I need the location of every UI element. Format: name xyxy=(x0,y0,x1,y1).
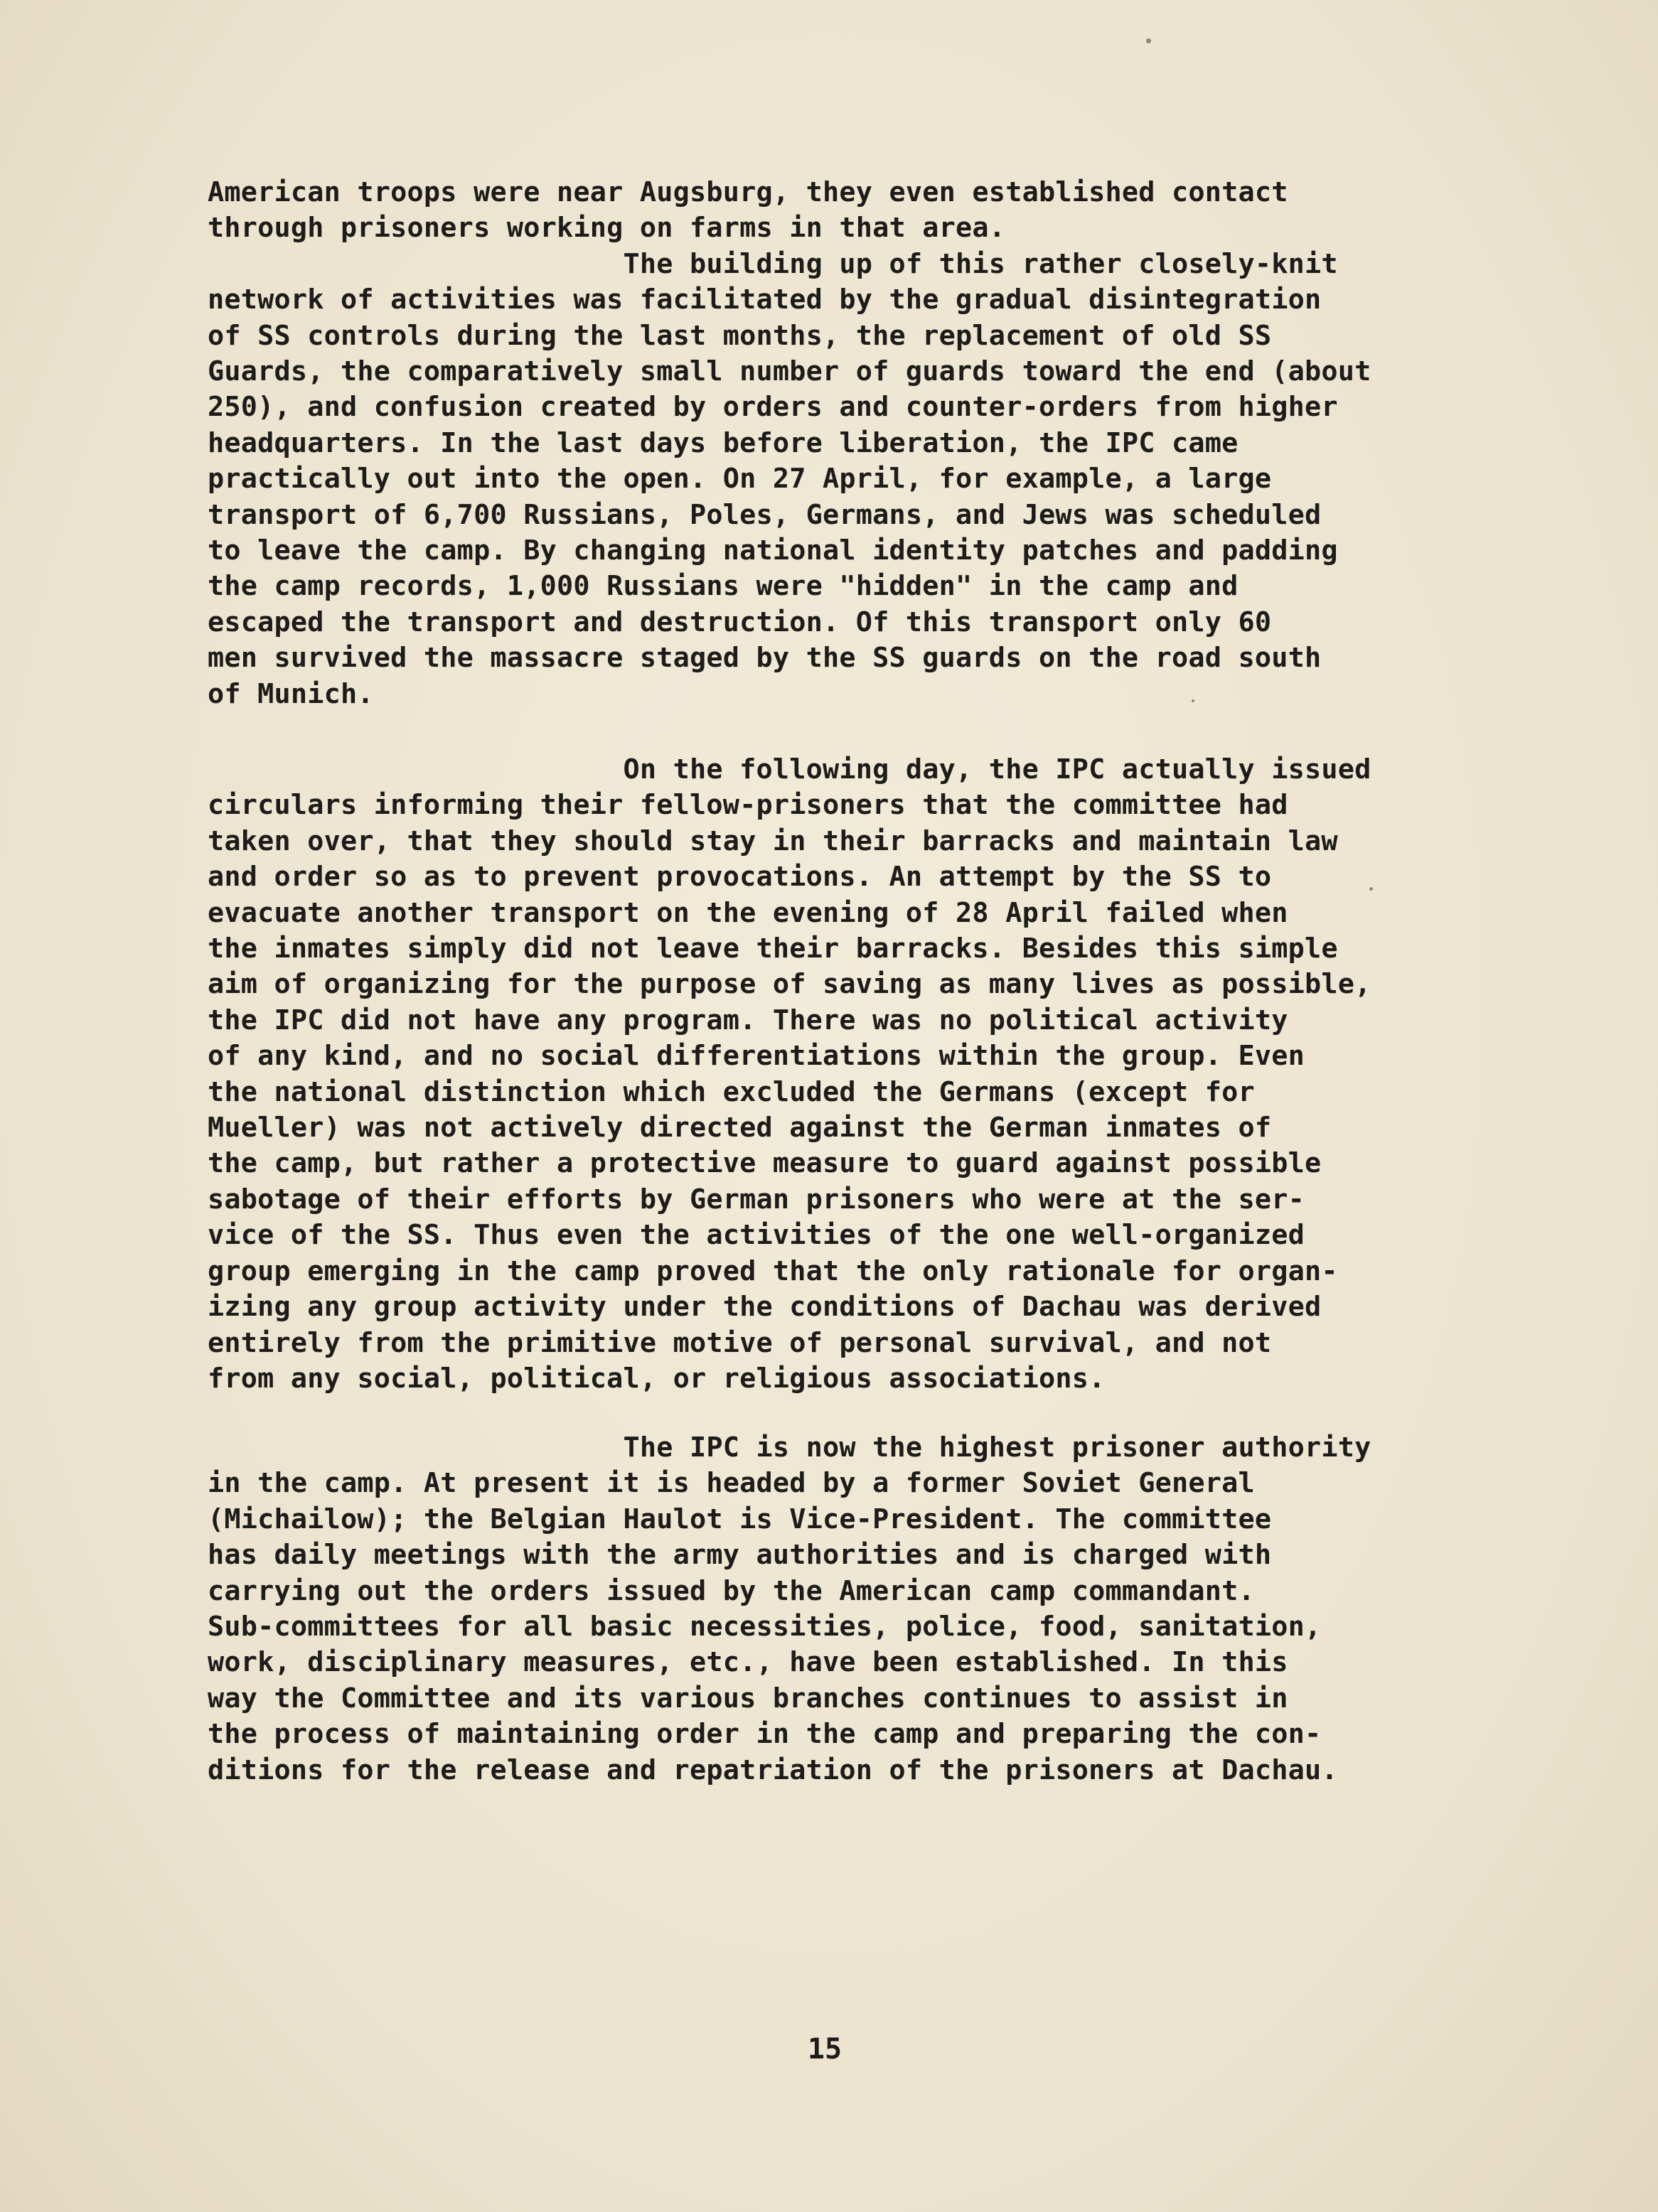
text-line: the camp records, 1,000 Russians were "hidden" in the camp and xyxy=(208,570,1239,603)
text-line: the IPC did not have any program. There was no political activity xyxy=(208,1004,1288,1036)
text-line: evacuate another transport on the evening of 28 April failed when xyxy=(208,896,1288,929)
text-line: (Michailow); the Belgian Haulot is Vice-President. The committee xyxy=(208,1503,1272,1535)
text-line: network of activities was facilitated by the gradual disintegration xyxy=(208,284,1322,316)
text-line: entirely from the primitive motive of personal survival, and not xyxy=(208,1326,1272,1359)
text-line: of any kind, and no social differentiations within the group. Even xyxy=(208,1040,1305,1073)
text-line: men survived the massacre staged by the SS guards on the road south xyxy=(208,642,1322,675)
text-line: the camp, but rather a protective measure to guard against possible xyxy=(208,1147,1322,1180)
text-line: has daily meetings with the army authorities and is charged with xyxy=(208,1539,1272,1572)
text-line: transport of 6,700 Russians, Poles, Germans, and Jews was scheduled xyxy=(208,498,1322,531)
text-line: 250), and confusion created by orders and counter-orders from higher xyxy=(208,391,1338,424)
text-line: circulars informing their fellow-prisoners that the committee had xyxy=(208,789,1288,822)
text-line: way the Committee and its various branches continues to assist in xyxy=(208,1682,1288,1714)
text-line: the process of maintaining order in the camp and preparing the con- xyxy=(208,1718,1322,1751)
text-line: The IPC is now the highest prisoner authority xyxy=(208,1432,1371,1464)
paragraph-1 xyxy=(208,175,1473,712)
text-line: American troops were near Augsburg, they even established contact xyxy=(208,176,1288,208)
text-line: the national distinction which excluded the Germans (except for xyxy=(208,1075,1255,1108)
text-line: group emerging in the camp proved that the only rationale for organ- xyxy=(208,1255,1338,1287)
paper-speck xyxy=(1146,38,1151,43)
text-line: taken over, that they should stay in their barracks and maintain law xyxy=(208,825,1338,857)
paragraph-2 xyxy=(208,752,1473,1397)
text-line: carrying out the orders issued by the American camp commandant. xyxy=(208,1574,1255,1607)
text-line: and order so as to prevent provocations. An attempt by the SS to xyxy=(208,861,1272,893)
text-line: of Munich. xyxy=(208,677,374,710)
text-line: work, disciplinary measures, etc., have been established. In this xyxy=(208,1646,1288,1679)
paragraph-3 xyxy=(208,1430,1473,1788)
text-line: ditions for the release and repatriation of the prisoners at Dachau. xyxy=(208,1754,1338,1786)
page-number: 15 xyxy=(807,2033,843,2066)
text-line: aim of organizing for the purpose of saving as many lives as possible, xyxy=(208,968,1371,1001)
text-line: The building up of this rather closely-knit xyxy=(208,247,1338,280)
text-line: Sub-committees for all basic necessities, police, food, sanitation, xyxy=(208,1611,1322,1643)
text-line: the inmates simply did not leave their barracks. Besides this simple xyxy=(208,933,1338,965)
text-line: On the following day, the IPC actually issued xyxy=(208,753,1371,785)
text-line: in the camp. At present it is headed by a former Soviet General xyxy=(208,1467,1255,1500)
text-line: through prisoners working on farms in that area. xyxy=(208,212,1006,245)
text-line: headquarters. In the last days before liberation, the IPC came xyxy=(208,426,1239,459)
text-line: of SS controls during the last months, the replacement of old SS xyxy=(208,319,1272,352)
text-line: from any social, political, or religious associations. xyxy=(208,1362,1106,1395)
text-line: to leave the camp. By changing national identity patches and padding xyxy=(208,535,1338,567)
text-line: Mueller) was not actively directed against the German inmates of xyxy=(208,1112,1272,1144)
text-line: sabotage of their efforts by German prisoners who were at the ser- xyxy=(208,1183,1305,1215)
text-line: Guards, the comparatively small number of guards toward the end (about xyxy=(208,355,1371,388)
text-line: escaped the transport and destruction. Of this transport only 60 xyxy=(208,606,1272,638)
text-line: practically out into the open. On 27 April, for example, a large xyxy=(208,463,1272,495)
text-line: izing any group activity under the conditions of Dachau was derived xyxy=(208,1291,1322,1324)
text-line: vice of the SS. Thus even the activities of the one well-organized xyxy=(208,1219,1305,1252)
